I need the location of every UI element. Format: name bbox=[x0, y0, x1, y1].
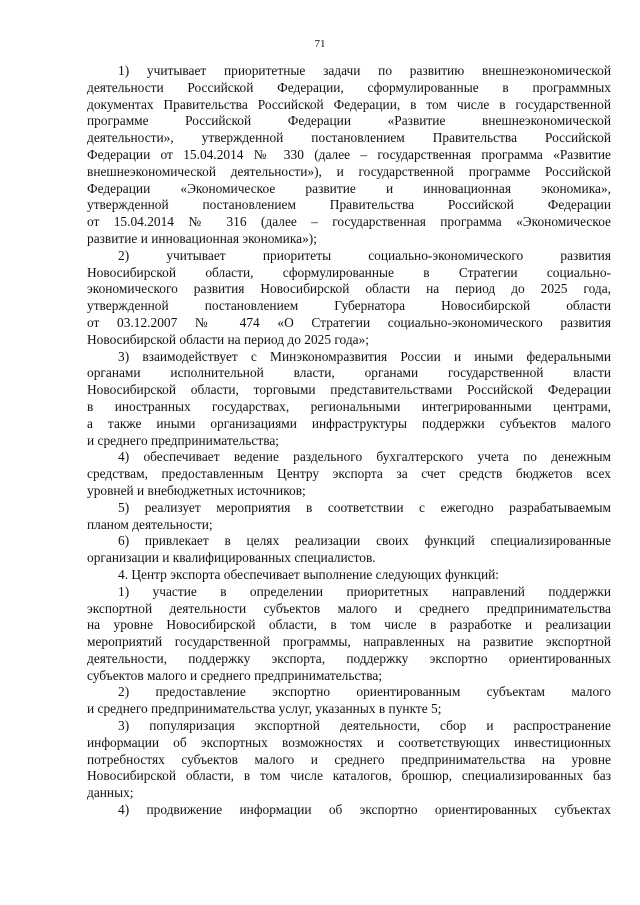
text-line: Новосибирской области, торговыми представительствами Российской Федерации bbox=[87, 382, 611, 398]
text-line: средствам, предоставленным Центру экспорта за счет средств бюджетов всех bbox=[87, 466, 611, 482]
text-line: от 15.04.2014 № 316 (далее – государственная программа «Экономическое bbox=[87, 214, 611, 230]
text-line: утвержденной постановлением Правительства Российской Федерации bbox=[87, 197, 611, 213]
paragraph-first-line: 4) продвижение информации об экспортно ориентированных субъектах bbox=[118, 802, 611, 818]
text-line: экономического развития Новосибирской области на период до 2025 года, bbox=[87, 281, 611, 297]
body-text bbox=[87, 63, 611, 819]
text-line: и среднего предпринимательства услуг, указанных в пункте 5; bbox=[87, 701, 442, 717]
text-line: мероприятий государственной программы, направленных на развитие экспортной bbox=[87, 634, 611, 650]
text-line: потребностях субъектов малого и среднего предпринимательства на уровне bbox=[87, 751, 611, 767]
text-line: организации и квалифицированных специалистов. bbox=[87, 550, 376, 566]
text-line: в иностранных государствах, региональными интегрированными центрами, bbox=[87, 398, 611, 414]
paragraph-first-line: 3) взаимодействует с Минэкономразвития России и иными федеральными bbox=[118, 348, 611, 364]
text-line: деятельности, поддержку экспорта, поддержку экспортно ориентированных bbox=[87, 650, 611, 666]
text-line: и среднего предпринимательства; bbox=[87, 432, 280, 448]
text-line: Федерации от 15.04.2014 № 330 (далее – государственная программа «Развитие bbox=[87, 146, 611, 162]
text-line: документах Правительства Российской Федерации, в том числе в государственной bbox=[87, 96, 611, 112]
text-line: на уровне Новосибирской области, в том числе в разработке и реализации bbox=[87, 617, 611, 633]
text-line: а также иными организациями инфраструктуры поддержки субъектов малого bbox=[87, 415, 611, 431]
paragraph-first-line: 2) учитывает приоритеты социально-экономического развития bbox=[118, 247, 611, 263]
text-line: развитие и инновационная экономика»); bbox=[87, 230, 317, 246]
text-line: Новосибирской области, сформулированные в Стратегии социально- bbox=[87, 264, 611, 280]
paragraph-first-line: 1) учитывает приоритетные задачи по развитию внешнеэкономической bbox=[118, 63, 611, 78]
text-line: утвержденной постановлением Губернатора Новосибирской области bbox=[87, 298, 611, 314]
text-line: деятельности Российской Федерации, сформулированные в программных bbox=[87, 79, 611, 95]
text-line: информации об экспортных возможностях и соответствующих инвестиционных bbox=[87, 734, 611, 750]
text-line: Новосибирской области, в том числе каталогов, брошюр, специализированных баз bbox=[87, 768, 611, 784]
text-line: внешнеэкономической деятельности»), и государственной программе Российской bbox=[87, 163, 611, 179]
paragraph-first-line: 4. Центр экспорта обеспечивает выполнение следующих функций: bbox=[118, 566, 500, 582]
paragraph-first-line: 5) реализует мероприятия в соответствии с ежегодно разрабатываемым bbox=[118, 499, 611, 515]
paragraph-first-line: 4) обеспечивает ведение раздельного бухгалтерского учета по денежным bbox=[118, 449, 611, 465]
paragraph-first-line: 2) предоставление экспортно ориентированным субъектам малого bbox=[118, 684, 611, 700]
page-number: 71 bbox=[314, 38, 326, 50]
text-line: Федерации «Экономическое развитие и инновационная экономика», bbox=[87, 180, 611, 196]
text-line: субъектов малого и среднего предпринимательства; bbox=[87, 667, 383, 683]
paragraph-first-line: 1) участие в определении приоритетных направлений поддержки bbox=[118, 583, 611, 599]
text-line: Новосибирской области на период до 2025 года»; bbox=[87, 331, 370, 347]
text-line: деятельности», утвержденной постановлением Правительства Российской bbox=[87, 130, 611, 146]
text-line: планом деятельности; bbox=[87, 516, 213, 532]
paragraph-first-line: 6) привлекает в целях реализации своих функций специализированные bbox=[118, 533, 611, 549]
text-line: данных; bbox=[87, 785, 134, 801]
text-line: программе Российской Федерации «Развитие внешнеэкономической bbox=[87, 113, 611, 129]
text-line: уровней и внебюджетных источников; bbox=[87, 482, 306, 498]
text-line: органами исполнительной власти, органами государственной власти bbox=[87, 365, 611, 381]
text-line: от 03.12.2007 № 474 «О Стратегии социально-экономического развития bbox=[87, 314, 611, 330]
paragraph-first-line: 3) популяризация экспортной деятельности, сбор и распространение bbox=[118, 718, 611, 734]
text-line: экспортной деятельности субъектов малого и среднего предпринимательства bbox=[87, 600, 611, 616]
